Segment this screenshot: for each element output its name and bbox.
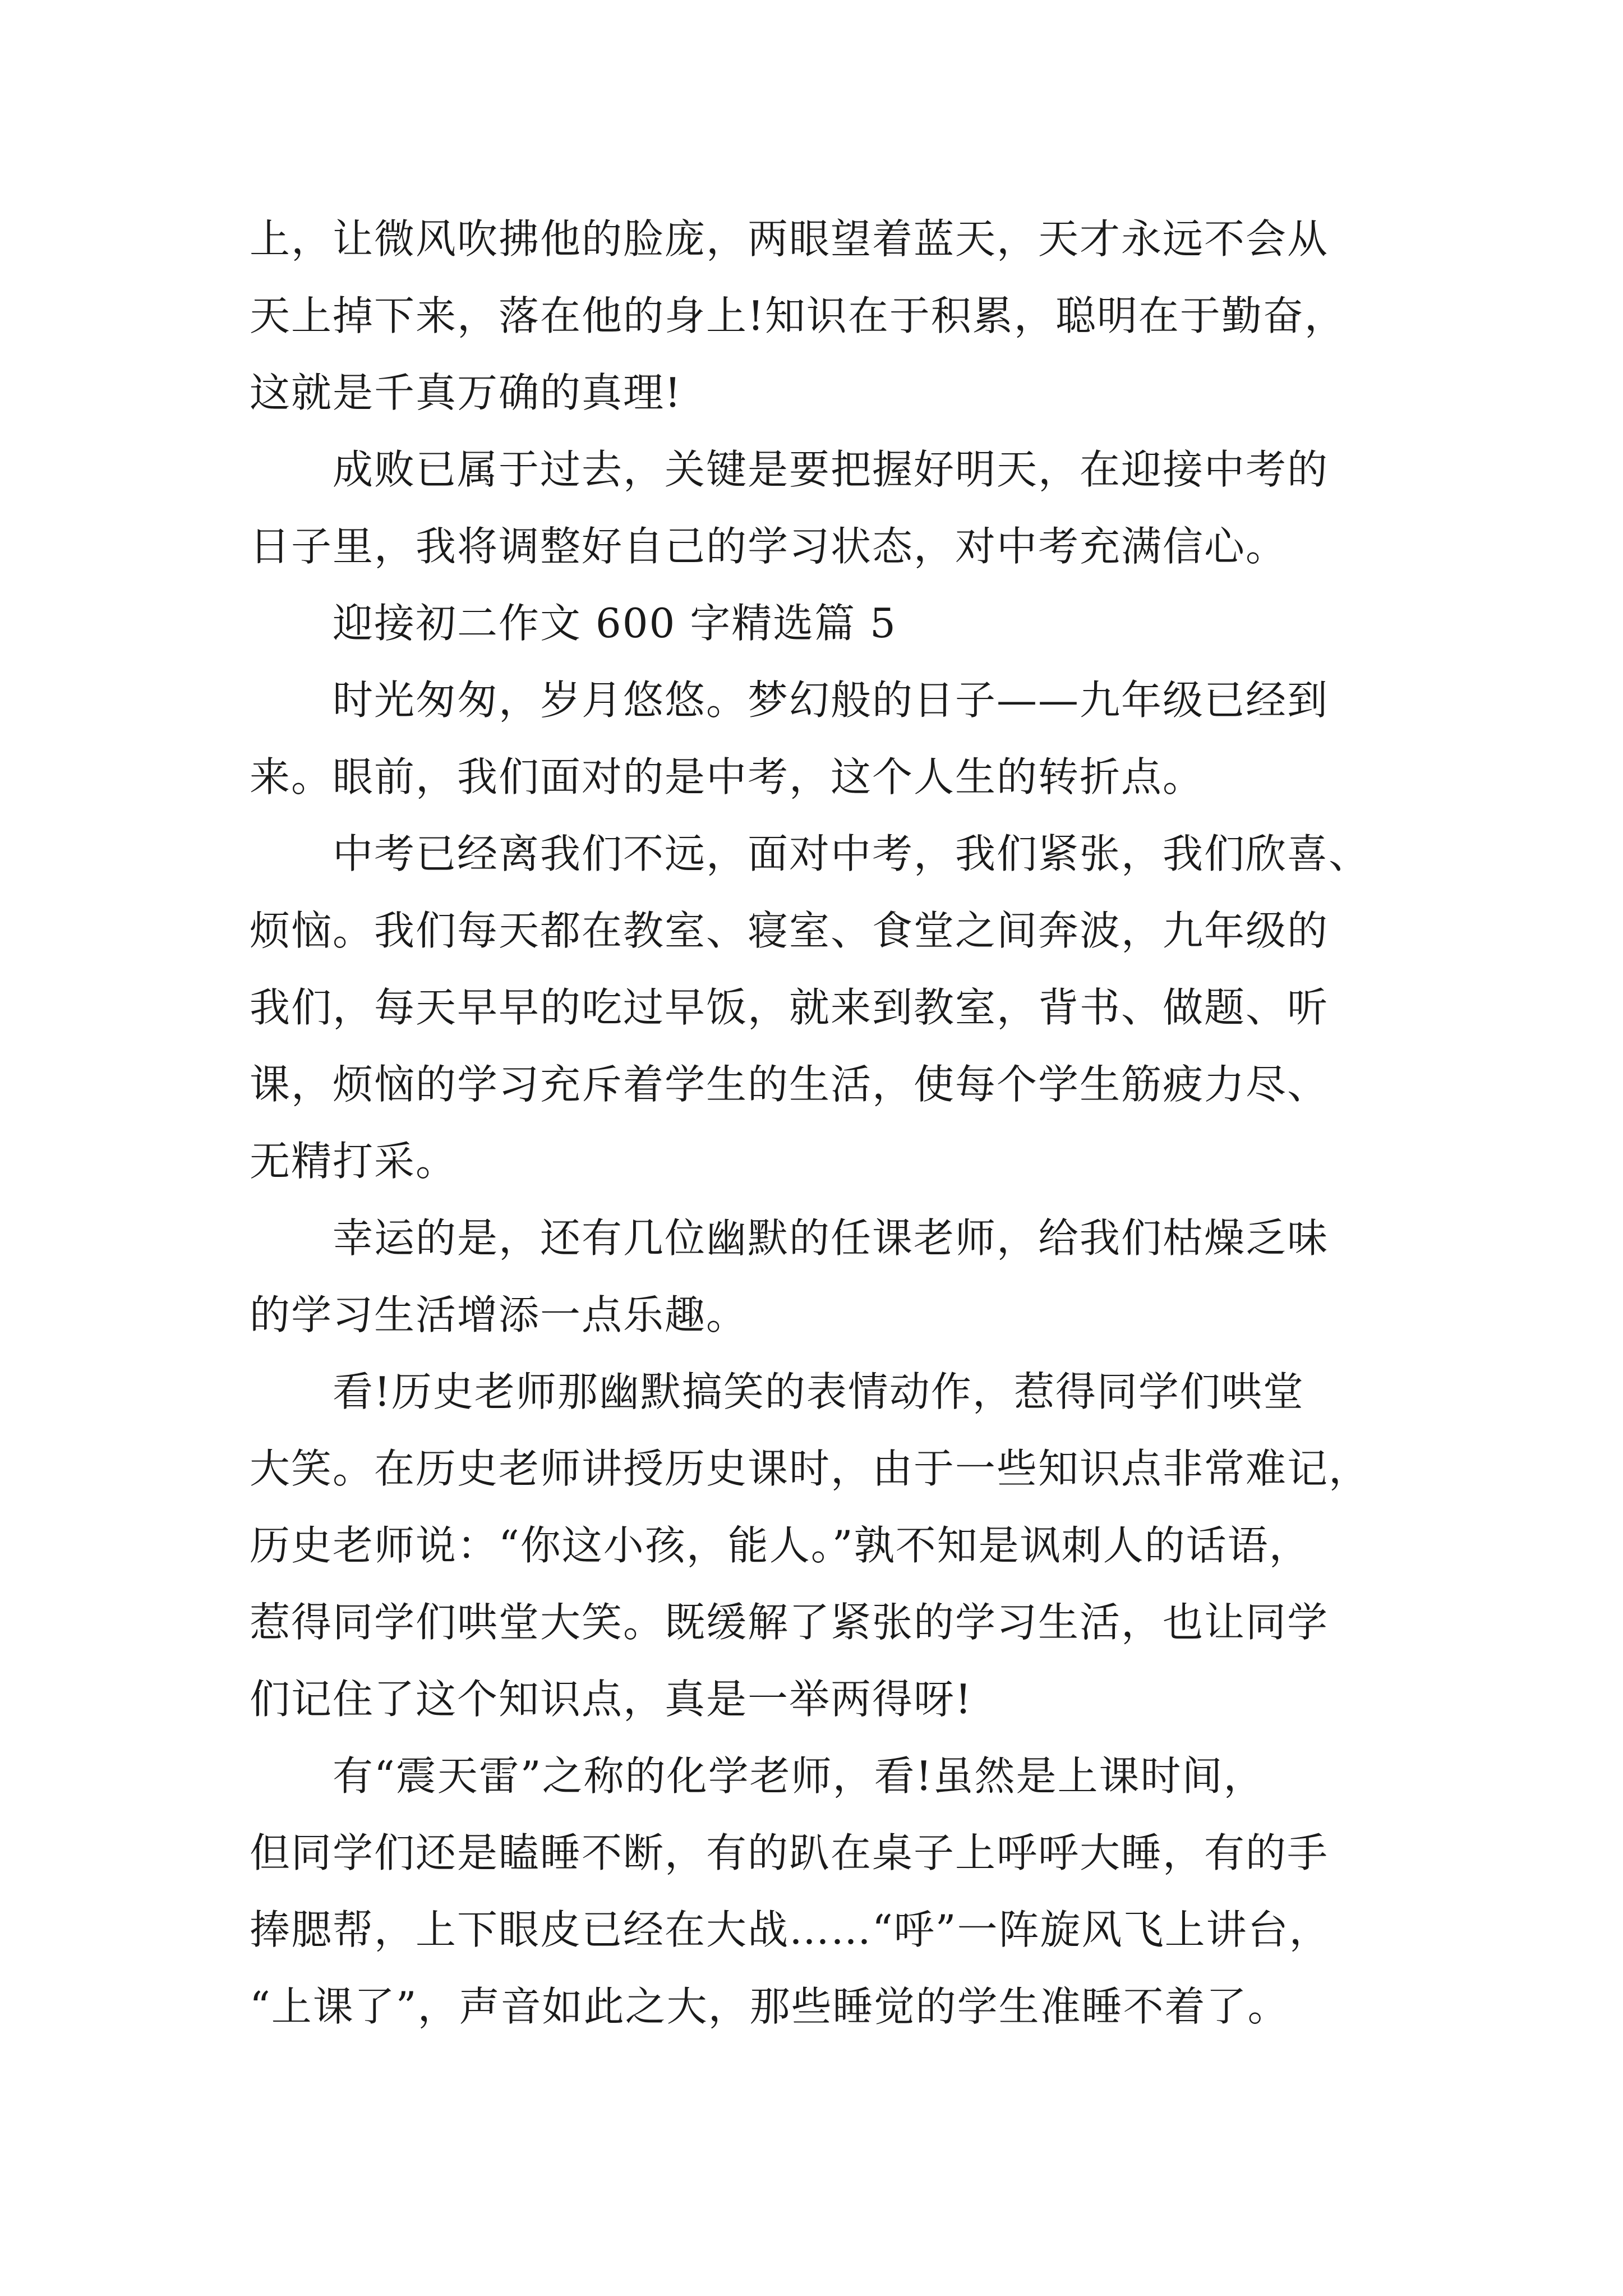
text-line: 时光匆匆，岁月悠悠。梦幻般的日子——九年级已经到 (333, 677, 1329, 724)
text-line: 的学习生活增添一点乐趣。 (250, 1291, 748, 1338)
text-line: 中考已经离我们不远，面对中考，我们紧张，我们欣喜、 (333, 830, 1371, 877)
text-line: 来。眼前，我们面对的是中考，这个人生的转折点。 (250, 753, 1205, 800)
text-line: 我们，每天早早的吃过早饭，就来到教室，背书、做题、听 (250, 984, 1329, 1031)
text-line: “上课了”，声音如此之大，那些睡觉的学生准睡不着了。 (250, 1983, 1289, 2030)
text-line: 大笑。在历史老师讲授历史课时，由于一些知识点非常难记， (250, 1445, 1371, 1492)
text-line: 这就是千真万确的真理! (250, 369, 682, 416)
text-line: 烦恼。我们每天都在教室、寝室、食堂之间奔波，九年级的 (250, 907, 1329, 954)
text-line: 迎接初二作文 600 字精选篇 5 (333, 600, 897, 647)
text-line: 历史老师说：“你这小孩，能人。”孰不知是讽刺人的话语， (250, 1522, 1311, 1569)
text-line: 课，烦恼的学习充斥着学生的生活，使每个学生筋疲力尽、 (250, 1061, 1329, 1108)
text-line: 天上掉下来，落在他的身上!知识在于积累，聪明在于勤奋， (250, 292, 1346, 339)
text-line: 们记住了这个知识点，真是一举两得呀! (250, 1676, 972, 1723)
text-line: 捧腮帮，上下眼皮已经在大战……“呼”一阵旋风飞上讲台， (250, 1906, 1331, 1953)
text-line: 惹得同学们哄堂大笑。既缓解了紧张的学习生活，也让同学 (250, 1599, 1329, 1646)
text-line: 成败已属于过去，关键是要把握好明天，在迎接中考的 (333, 446, 1329, 493)
essay-body (250, 201, 1405, 2045)
text-line: 看!历史老师那幽默搞笑的表情动作，惹得同学们哄堂 (333, 1368, 1304, 1415)
text-line: 幸运的是，还有几位幽默的任课老师，给我们枯燥乏味 (333, 1214, 1329, 1262)
text-line: 无精打采。 (250, 1138, 458, 1185)
text-line: 有“震天雷”之称的化学老师，看!虽然是上课时间， (333, 1752, 1265, 1800)
text-line: 上，让微风吹拂他的脸庞，两眼望着蓝天，天才永远不会从 (250, 215, 1329, 263)
text-line: 但同学们还是瞌睡不断，有的趴在桌子上呼呼大睡，有的手 (250, 1829, 1329, 1876)
text-line: 日子里，我将调整好自己的学习状态，对中考充满信心。 (250, 523, 1288, 570)
